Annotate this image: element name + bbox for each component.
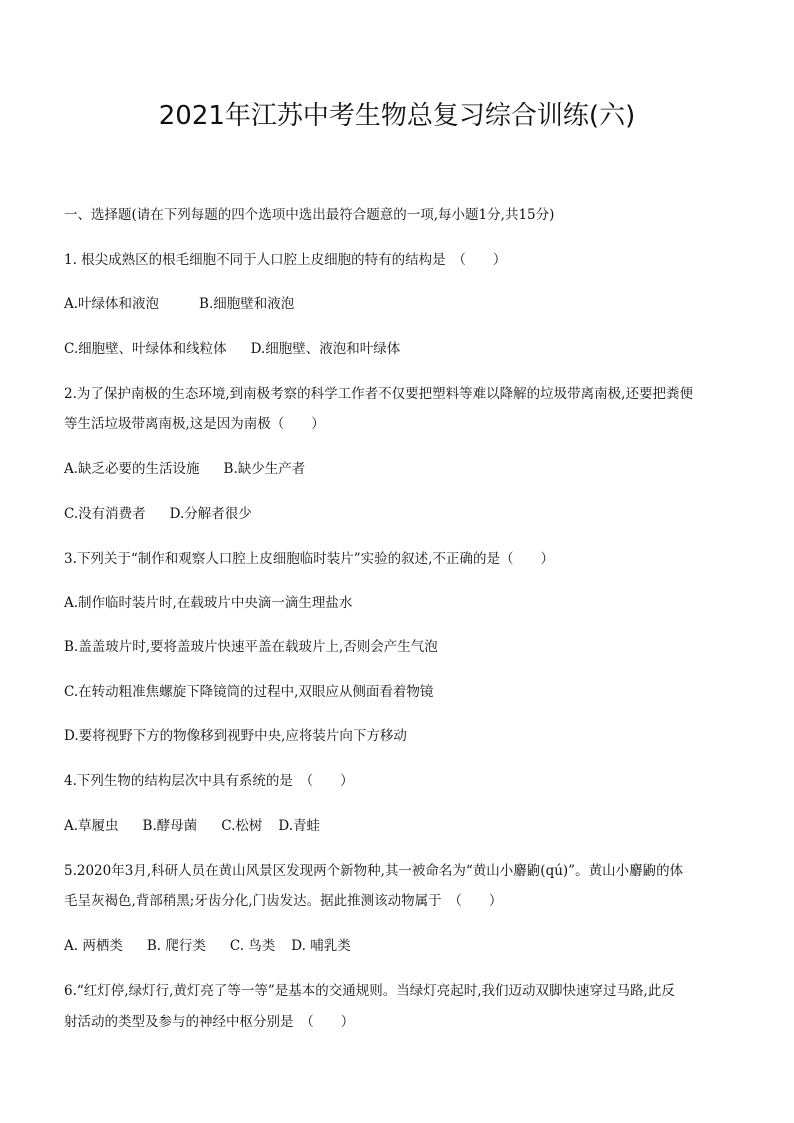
question-4-option-a: A.草履虫 [64,818,119,834]
question-4-stem: 4.下列生物的结构层次中具有系统的是 （ ） [64,773,354,789]
question-2-stem-line-1: 2.为了保护南极的生态环境,到南极考察的科学工作者不仅要把塑料等难以降解的垃圾带离南极,还要把粪便 [64,386,693,402]
page-title: 2021年江苏中考生物总复习综合训练(六) [158,101,636,131]
question-2-option-a: A.缺乏必要的生活设施 [64,461,200,477]
question-4-options-row [64,817,320,835]
question-5-option-a: A. 两栖类 [64,938,123,954]
question-4-option-c: C.松树 [221,818,263,834]
question-2-options-row-2 [64,505,252,523]
question-2-stem-line-2: 等生活垃圾带离南极,这是因为南极（ ） [64,416,325,432]
question-2-option-d: D.分解者很少 [169,506,252,522]
question-1-option-d: D.细胞壁、液泡和叶绿体 [250,341,401,357]
question-5-options-row [64,937,351,955]
question-4-option-b: B.酵母菌 [142,818,198,834]
question-3-option-d: D.要将视野下方的物像移到视野中央,应将装片向下方移动 [64,728,407,744]
section-heading: 一、选择题(请在下列每题的四个选项中选出最符合题意的一项,每小题1分,共15分) [64,207,555,223]
question-5-stem-line-2: 毛呈灰褐色,背部稍黑;牙齿分化,门齿发达。据此推测该动物属于 （ ） [64,893,503,909]
question-1-option-c: C.细胞壁、叶绿体和线粒体 [64,341,227,357]
question-1-options-row-1 [64,295,294,313]
question-3-stem: 3.下列关于“制作和观察人口腔上皮细胞临时装片”实验的叙述,不正确的是（ ） [64,551,554,567]
question-3-option-b: B.盖盖玻片时,要将盖玻片快速平盖在载玻片上,否则会产生气泡 [64,639,438,655]
question-2-option-b: B.缺少生产者 [223,461,306,477]
question-6-stem-line-1: 6.“红灯停,绿灯行,黄灯亮了等一等”是基本的交通规则。当绿灯亮起时,我们迈动双脚快速穿过马路,此反 [64,983,675,999]
question-1-options-row-2 [64,340,400,358]
question-1-stem: 1. 根尖成熟区的根毛细胞不同于人口腔上皮细胞的特有的结构是 （ ） [64,252,507,268]
question-4-option-d: D.青蛙 [278,818,321,834]
question-2-option-c: C.没有消费者 [64,506,146,522]
question-5-option-c: C. 鸟类 [229,938,276,954]
question-6-stem-line-2: 射活动的类型及参与的神经中枢分别是 （ ） [64,1014,355,1030]
question-3-option-c: C.在转动粗准焦螺旋下降镜筒的过程中,双眼应从侧面看着物镜 [64,684,434,700]
question-5-stem-line-1: 5.2020年3月,科研人员在黄山风景区发现两个新物种,其一被命名为“黄山小麝鼩(qú)”。黄山小麝鼩的体 [64,863,684,879]
question-1-option-a: A.叶绿体和液泡 [64,296,160,312]
question-5-option-b: B. 爬行类 [146,938,206,954]
question-5-option-d: D. 哺乳类 [291,938,351,954]
question-1-option-b: B.细胞壁和液泡 [199,296,295,312]
question-2-options-row-1 [64,460,305,478]
question-3-option-a: A.制作临时装片时,在载玻片中央滴一滴生理盐水 [64,595,353,611]
